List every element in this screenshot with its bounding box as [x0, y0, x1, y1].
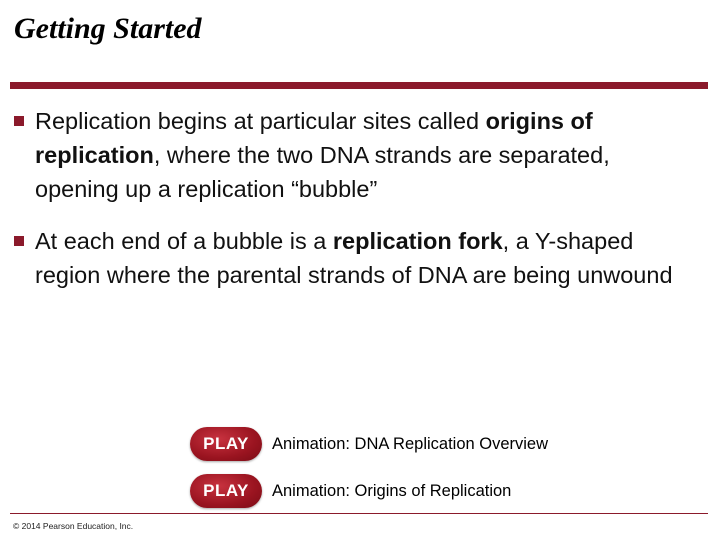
animation-label-dna-replication-overview[interactable]: Animation: DNA Replication Overview: [272, 434, 549, 453]
bullet-item-origins: [14, 104, 694, 206]
animation-label-origins-of-replication[interactable]: Animation: Origins of Replication: [272, 481, 512, 500]
bullet-text-part: Replication begins at particular sites called: [35, 108, 486, 134]
bullet-marker: [14, 236, 24, 246]
bullet-text-part: At each end of a bubble is a: [35, 228, 333, 254]
bullet-marker: [14, 116, 24, 126]
bullet-item-replication-fork: [14, 224, 694, 292]
title-divider: [10, 82, 708, 89]
bullet-term-origins-of-replication: origins of replication: [35, 108, 593, 168]
bullet-text-part: , where the two DNA strands are separated, opening up a replication “bubble”: [35, 142, 610, 202]
bullet-list: [14, 104, 694, 310]
play-button-dna-replication-overview[interactable]: PLAY: [190, 427, 262, 461]
animation-row-overview: [190, 427, 548, 461]
slide-title: Getting Started: [14, 12, 202, 45]
footer-divider: [10, 513, 708, 514]
animation-row-origins: [190, 474, 511, 508]
play-button-origins-of-replication[interactable]: PLAY: [190, 474, 262, 508]
copyright-notice: © 2014 Pearson Education, Inc.: [13, 521, 134, 531]
bullet-term-replication-fork: replication fork: [332, 228, 503, 254]
bullet-text-part: , a Y-shaped region where the parental strands of DNA are being unwound: [35, 228, 673, 288]
